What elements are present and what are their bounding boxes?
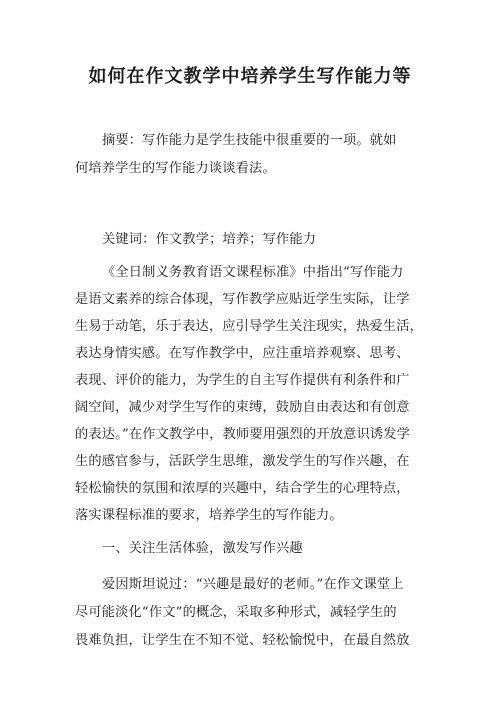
section-heading: 一、关注生活体验，激发写作兴趣 <box>102 541 303 556</box>
paragraph-line: 表现、评价的能力，为学生的自主写作提供有利条件和广 <box>75 373 410 388</box>
paragraph-line: 尽可能淡化“作文”的概念，采取多种形式，减轻学生的 <box>75 605 397 620</box>
document-title: 如何在作文教学中培养学生写作能力等 <box>88 66 412 87</box>
paragraph-line: 表达身情实感。在写作教学中，应注重培养观察、思考、 <box>75 346 410 361</box>
paragraph-line: 落实课程标准的要求，培养学生的写作能力。 <box>75 508 343 523</box>
paragraph-line: 是语文素养的综合体现，写作教学应贴近学生实际，让学 <box>75 292 410 307</box>
paragraph-line: 阔空间，减少对学生写作的束缚，鼓励自由表达和有创意 <box>75 400 410 415</box>
paragraph-line: 的表达。”在作文教学中，教师要用强烈的开放意识诱发学 <box>75 427 411 442</box>
paragraph-line: 《全日制义务教育语文课程标准》中指出“写作能力 <box>102 265 404 280</box>
paragraph-line: 爱因斯坦说过：“兴趣是最好的老师。”在作文课堂上 <box>102 577 404 592</box>
paragraph-line: 轻松愉快的氛围和浓厚的兴趣中，结合学生的心理特点， <box>75 481 410 496</box>
abstract-line: 摘要：写作能力是学生技能中很重要的一项。就如 <box>102 133 397 148</box>
abstract-line: 何培养学生的写作能力谈谈看法。 <box>75 161 276 176</box>
keywords-line: 关键词：作文教学；培养；写作能力 <box>102 232 317 247</box>
paragraph-line: 畏难负担，让学生在不知不觉、轻松愉悦中，在最自然放 <box>75 633 410 648</box>
paragraph-line: 生易于动笔，乐于表达，应引导学生关注现实，热爱生活， <box>75 319 424 334</box>
paragraph-line: 生的感官参与，活跃学生思维，激发学生的写作兴趣，在 <box>75 454 410 469</box>
